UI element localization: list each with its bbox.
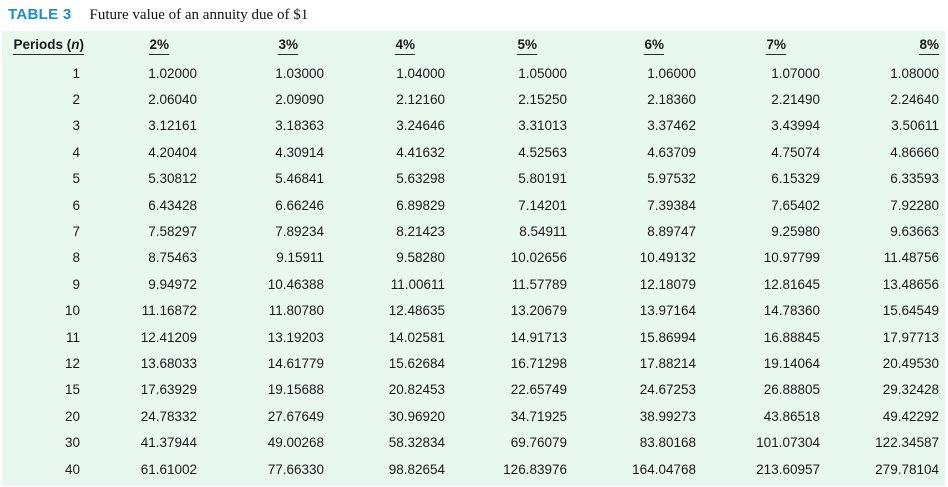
table-row	[2, 350, 945, 376]
table-row	[2, 86, 945, 112]
table-row	[2, 60, 945, 86]
value-cell: 8.21423	[396, 224, 445, 240]
annuity-due-table	[2, 31, 945, 482]
value-cell: 9.63663	[890, 224, 939, 240]
value-cell: 4.52563	[518, 144, 567, 160]
value-cell: 6.89829	[396, 197, 445, 213]
period-cell: 12	[64, 355, 80, 371]
value-cell: 14.78360	[763, 303, 820, 319]
value-cell: 27.67649	[267, 408, 324, 424]
value-cell: 38.99273	[639, 408, 696, 424]
value-cell: 4.75074	[771, 144, 820, 160]
value-cell: 1.02000	[148, 65, 197, 81]
table-row	[2, 456, 945, 482]
period-cell: 2	[72, 92, 80, 108]
table-body	[2, 60, 945, 482]
value-cell: 24.78332	[140, 408, 197, 424]
value-cell: 213.60957	[756, 461, 820, 477]
value-cell: 2.21490	[771, 92, 820, 108]
value-cell: 13.68033	[140, 355, 197, 371]
value-cell: 30.96920	[388, 408, 445, 424]
value-cell: 61.61002	[140, 461, 197, 477]
value-cell: 7.89234	[275, 224, 324, 240]
value-cell: 26.88805	[763, 382, 820, 398]
value-cell: 8.89747	[647, 224, 696, 240]
value-cell: 6.33593	[890, 171, 939, 187]
value-cell: 4.30914	[275, 144, 324, 160]
value-cell: 11.48756	[883, 250, 939, 266]
period-cell: 20	[64, 408, 80, 424]
value-cell: 5.80191	[518, 171, 567, 187]
value-cell: 69.76079	[510, 435, 567, 451]
table-row	[2, 403, 945, 429]
value-cell: 13.20679	[510, 303, 567, 319]
period-cell: 40	[64, 461, 80, 477]
period-cell: 3	[72, 118, 80, 134]
value-cell: 126.83976	[503, 461, 567, 477]
period-cell: 4	[72, 144, 80, 160]
value-cell: 14.91713	[510, 329, 567, 345]
value-cell: 34.71925	[510, 408, 567, 424]
value-cell: 19.15688	[267, 382, 324, 398]
value-cell: 3.50611	[891, 118, 939, 134]
value-cell: 1.05000	[518, 65, 567, 81]
value-cell: 279.78104	[875, 461, 939, 477]
header-row	[2, 31, 945, 60]
value-cell: 20.49530	[882, 355, 939, 371]
rate-column-header: 4%	[328, 31, 447, 60]
value-cell: 17.63929	[140, 382, 197, 398]
value-cell: 2.18360	[647, 92, 696, 108]
value-cell: 15.64549	[882, 303, 939, 319]
value-cell: 11.80780	[268, 303, 324, 319]
period-cell: 6	[72, 197, 80, 213]
period-cell: 8	[72, 250, 80, 266]
value-cell: 14.61779	[267, 355, 324, 371]
value-cell: 2.06040	[148, 92, 197, 108]
value-cell: 22.65749	[510, 382, 567, 398]
table-number-label: TABLE 3	[8, 6, 72, 23]
table-title: Future value of an annuity due of $1	[89, 7, 309, 23]
value-cell: 13.48656	[882, 276, 939, 292]
value-cell: 7.58297	[148, 224, 197, 240]
value-cell: 8.54911	[519, 224, 567, 240]
table-row	[2, 298, 945, 324]
period-cell: 7	[72, 224, 80, 240]
period-cell: 10	[64, 303, 80, 319]
value-cell: 7.39384	[647, 197, 696, 213]
value-cell: 13.97164	[639, 303, 696, 319]
value-cell: 15.86994	[639, 329, 696, 345]
value-cell: 2.12160	[396, 92, 445, 108]
value-cell: 2.09090	[275, 92, 324, 108]
value-cell: 1.08000	[890, 65, 939, 81]
table-row	[2, 324, 945, 350]
period-cell: 1	[72, 65, 80, 81]
value-cell: 7.14201	[518, 197, 567, 213]
value-cell: 101.07304	[756, 435, 820, 451]
value-cell: 9.94972	[148, 276, 197, 292]
value-cell: 16.88845	[763, 329, 820, 345]
period-cell: 9	[72, 276, 80, 292]
period-cell: 15	[64, 382, 80, 398]
value-cell: 11.00611	[390, 276, 445, 292]
value-cell: 49.42292	[882, 408, 939, 424]
period-cell: 30	[64, 435, 80, 451]
value-cell: 13.19203	[267, 329, 324, 345]
value-cell: 1.04000	[396, 65, 445, 81]
value-cell: 1.06000	[647, 65, 696, 81]
periods-column-header: Periods (n)	[2, 31, 88, 60]
value-cell: 4.86660	[890, 144, 939, 160]
value-cell: 3.37462	[647, 118, 696, 134]
value-cell: 10.02656	[510, 250, 567, 266]
value-cell: 10.46388	[267, 276, 324, 292]
value-cell: 3.18363	[275, 118, 324, 134]
value-cell: 5.97532	[647, 171, 696, 187]
value-cell: 1.07000	[771, 65, 820, 81]
rate-column-header: 5%	[447, 31, 571, 60]
rate-column-header: 8%	[824, 31, 945, 60]
value-cell: 2.15250	[518, 92, 567, 108]
value-cell: 7.92280	[890, 197, 939, 213]
value-cell: 3.31013	[518, 118, 567, 134]
rate-column-header: 2%	[88, 31, 209, 60]
rate-column-header: 3%	[209, 31, 328, 60]
value-cell: 20.82453	[388, 382, 445, 398]
value-cell: 10.97799	[763, 250, 820, 266]
value-cell: 15.62684	[388, 355, 445, 371]
value-cell: 14.02581	[388, 329, 445, 345]
table-row	[2, 429, 945, 455]
rate-column-header: 6%	[571, 31, 700, 60]
value-cell: 12.41209	[140, 329, 197, 345]
value-cell: 9.15911	[276, 250, 324, 266]
value-cell: 6.43428	[148, 197, 197, 213]
value-cell: 5.30812	[148, 171, 197, 187]
value-cell: 9.58280	[396, 250, 445, 266]
table-row	[2, 113, 945, 139]
value-cell: 2.24640	[890, 92, 939, 108]
table-row	[2, 377, 945, 403]
table-row	[2, 245, 945, 271]
value-cell: 12.81645	[763, 276, 820, 292]
value-cell: 1.03000	[275, 65, 324, 81]
value-cell: 41.37944	[140, 435, 197, 451]
value-cell: 12.18079	[639, 276, 696, 292]
value-cell: 8.75463	[148, 250, 197, 266]
value-cell: 16.71298	[510, 355, 567, 371]
value-cell: 29.32428	[882, 382, 939, 398]
value-cell: 12.48635	[388, 303, 445, 319]
value-cell: 6.15329	[771, 171, 820, 187]
table-row	[2, 192, 945, 218]
value-cell: 24.67253	[639, 382, 696, 398]
value-cell: 3.24646	[396, 118, 445, 134]
value-cell: 4.63709	[647, 144, 696, 160]
value-cell: 9.25980	[771, 224, 820, 240]
value-cell: 3.12161	[148, 118, 197, 134]
value-cell: 4.20404	[148, 144, 197, 160]
value-cell: 11.16872	[141, 303, 197, 319]
value-cell: 6.66246	[275, 197, 324, 213]
value-cell: 4.41632	[396, 144, 445, 160]
value-cell: 11.57789	[511, 276, 567, 292]
value-cell: 43.86518	[763, 408, 820, 424]
value-cell: 98.82654	[388, 461, 445, 477]
value-cell: 19.14064	[763, 355, 820, 371]
value-cell: 10.49132	[639, 250, 696, 266]
value-cell: 58.32834	[388, 435, 445, 451]
value-cell: 77.66330	[267, 461, 324, 477]
period-cell: 5	[72, 171, 80, 187]
value-cell: 3.43994	[771, 118, 820, 134]
value-cell: 7.65402	[771, 197, 820, 213]
value-cell: 164.04768	[632, 461, 696, 477]
value-cell: 17.88214	[639, 355, 696, 371]
value-cell: 17.97713	[882, 329, 939, 345]
table-row	[2, 218, 945, 244]
value-cell: 83.80168	[639, 435, 696, 451]
value-cell: 5.63298	[396, 171, 445, 187]
value-cell: 49.00268	[267, 435, 324, 451]
period-cell: 11	[65, 329, 80, 345]
rate-column-header: 7%	[700, 31, 824, 60]
table-caption	[8, 6, 308, 28]
table-row	[2, 271, 945, 297]
table-row	[2, 166, 945, 192]
table-row	[2, 139, 945, 165]
value-cell: 122.34587	[875, 435, 939, 451]
value-cell: 5.46841	[275, 171, 324, 187]
